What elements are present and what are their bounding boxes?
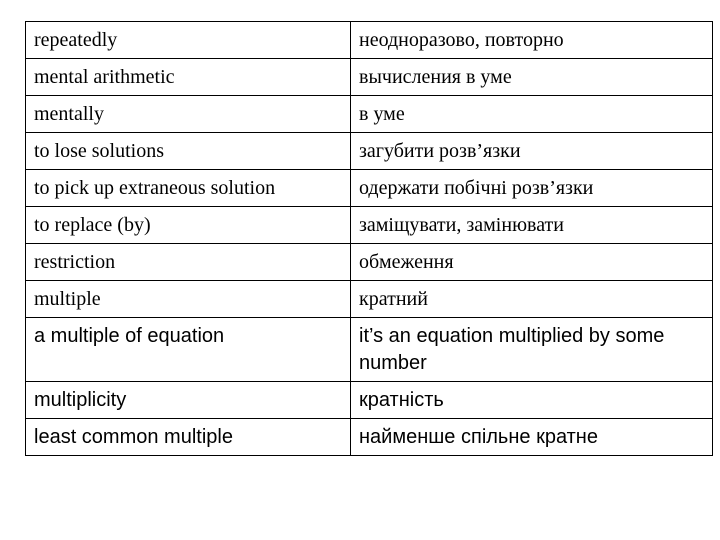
translation-cell: it’s an equation multiplied by some number — [351, 318, 713, 382]
term-cell: least common multiple — [26, 419, 351, 456]
translation-cell: кратність — [351, 382, 713, 419]
term-cell: to replace (by) — [26, 207, 351, 244]
term-cell: mentally — [26, 96, 351, 133]
translation-cell: вычисления в уме — [351, 59, 713, 96]
term-cell: to pick up extraneous solution — [26, 170, 351, 207]
translation-cell: в уме — [351, 96, 713, 133]
translation-cell: неодноразово, повторно — [351, 22, 713, 59]
term-cell: restriction — [26, 244, 351, 281]
term-cell: mental arithmetic — [26, 59, 351, 96]
translation-cell: загубити розв’язки — [351, 133, 713, 170]
table-row — [26, 382, 713, 419]
term-cell: repeatedly — [26, 22, 351, 59]
table-row — [26, 96, 713, 133]
term-cell: multiplicity — [26, 382, 351, 419]
table-row — [26, 419, 713, 456]
translation-cell: найменше спільне кратне — [351, 419, 713, 456]
translation-cell: кратний — [351, 281, 713, 318]
table-row — [26, 59, 713, 96]
translation-cell: обмеження — [351, 244, 713, 281]
glossary-table — [25, 21, 713, 456]
table-row — [26, 22, 713, 59]
table-row — [26, 133, 713, 170]
table-row — [26, 244, 713, 281]
table-row — [26, 170, 713, 207]
term-cell: multiple — [26, 281, 351, 318]
translation-cell: заміщувати, замінювати — [351, 207, 713, 244]
translation-cell: одержати побічні розв’язки — [351, 170, 713, 207]
table-row — [26, 281, 713, 318]
table-row — [26, 318, 713, 382]
glossary-body — [26, 22, 713, 456]
term-cell: a multiple of equation — [26, 318, 351, 382]
table-row — [26, 207, 713, 244]
term-cell: to lose solutions — [26, 133, 351, 170]
